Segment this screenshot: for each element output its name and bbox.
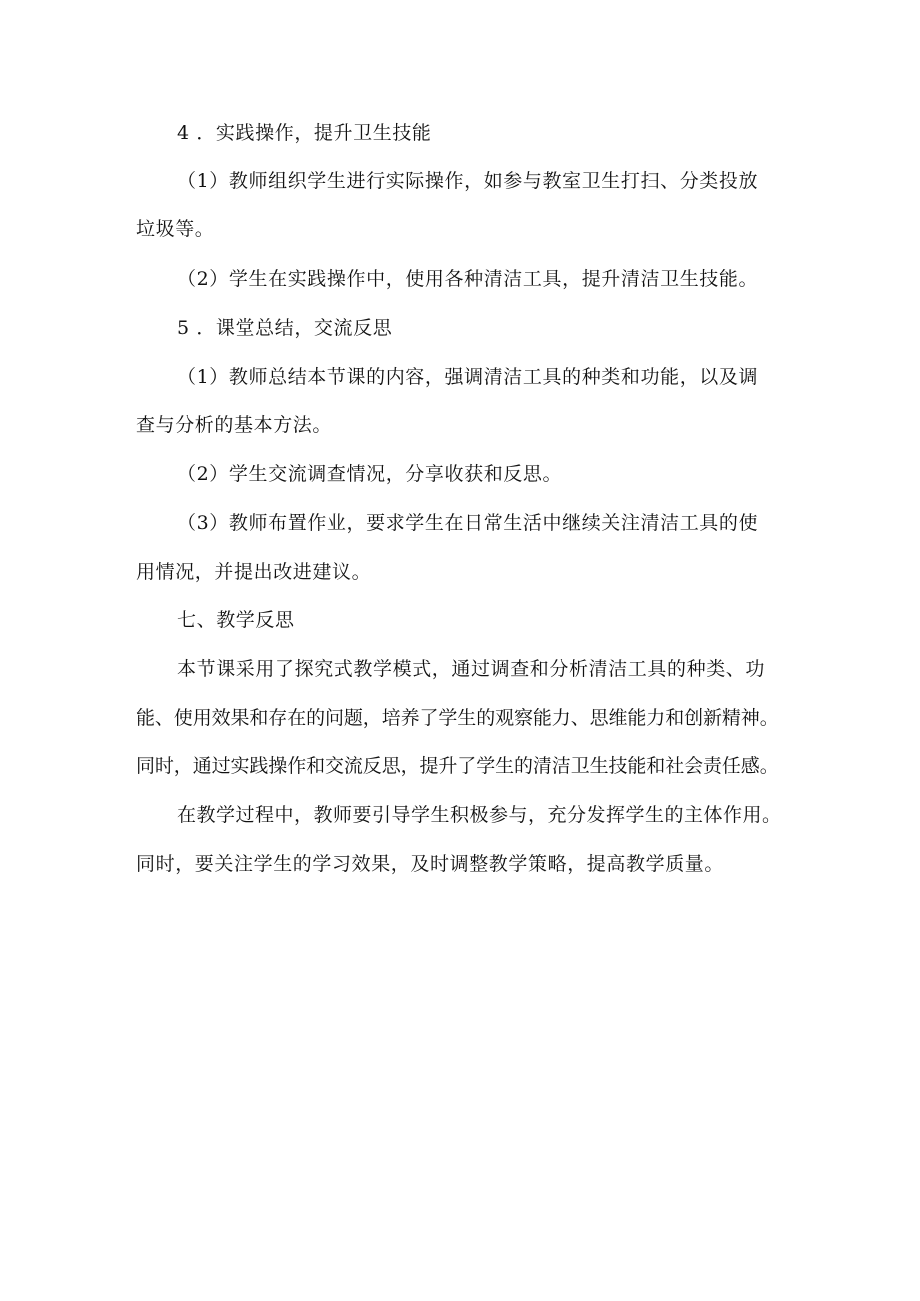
- reflection-para-1-line-3: 同时，通过实践操作和交流反思，提升了学生的清洁卫生技能和社会责任感。: [136, 755, 779, 777]
- section-5-heading: 5 ．课堂总结，交流反思: [177, 317, 393, 339]
- section-4-item-2: （2）学生在实践操作中，使用各种清洁工具，提升清洁卫生技能。: [177, 268, 759, 290]
- section-4-item-1-line-2: 垃圾等。: [136, 218, 215, 240]
- section-5-item-1-line-2: 查与分析的基本方法。: [136, 414, 333, 436]
- section-4-item-1-line-1: （1）教师组织学生进行实际操作，如参与教室卫生打扫、分类投放: [177, 170, 759, 192]
- section-5-item-3-line-2: 用情况，并提出改进建议。: [136, 561, 372, 583]
- reflection-heading: 七、教学反思: [177, 609, 295, 631]
- reflection-para-2-line-1: 在教学过程中，教师要引导学生积极参与，充分发挥学生的主体作用。: [177, 804, 782, 826]
- section-4-heading: 4 ．实践操作，提升卫生技能: [177, 122, 432, 144]
- reflection-para-1-line-1: 本节课采用了探究式教学模式，通过调查和分析清洁工具的种类、功: [177, 658, 766, 680]
- section-5-item-2: （2）学生交流调查情况，分享收获和反思。: [177, 463, 563, 485]
- reflection-para-1-line-2: 能、使用效果和存在的问题，培养了学生的观察能力、思维能力和创新精神。: [136, 707, 779, 729]
- section-5-item-3-line-1: （3）教师布置作业，要求学生在日常生活中继续关注清洁工具的使: [177, 512, 759, 534]
- reflection-para-2-line-2: 同时，要关注学生的学习效果，及时调整教学策略，提高教学质量。: [136, 853, 725, 875]
- section-5-item-1-line-1: （1）教师总结本节课的内容，强调清洁工具的种类和功能，以及调: [177, 366, 759, 388]
